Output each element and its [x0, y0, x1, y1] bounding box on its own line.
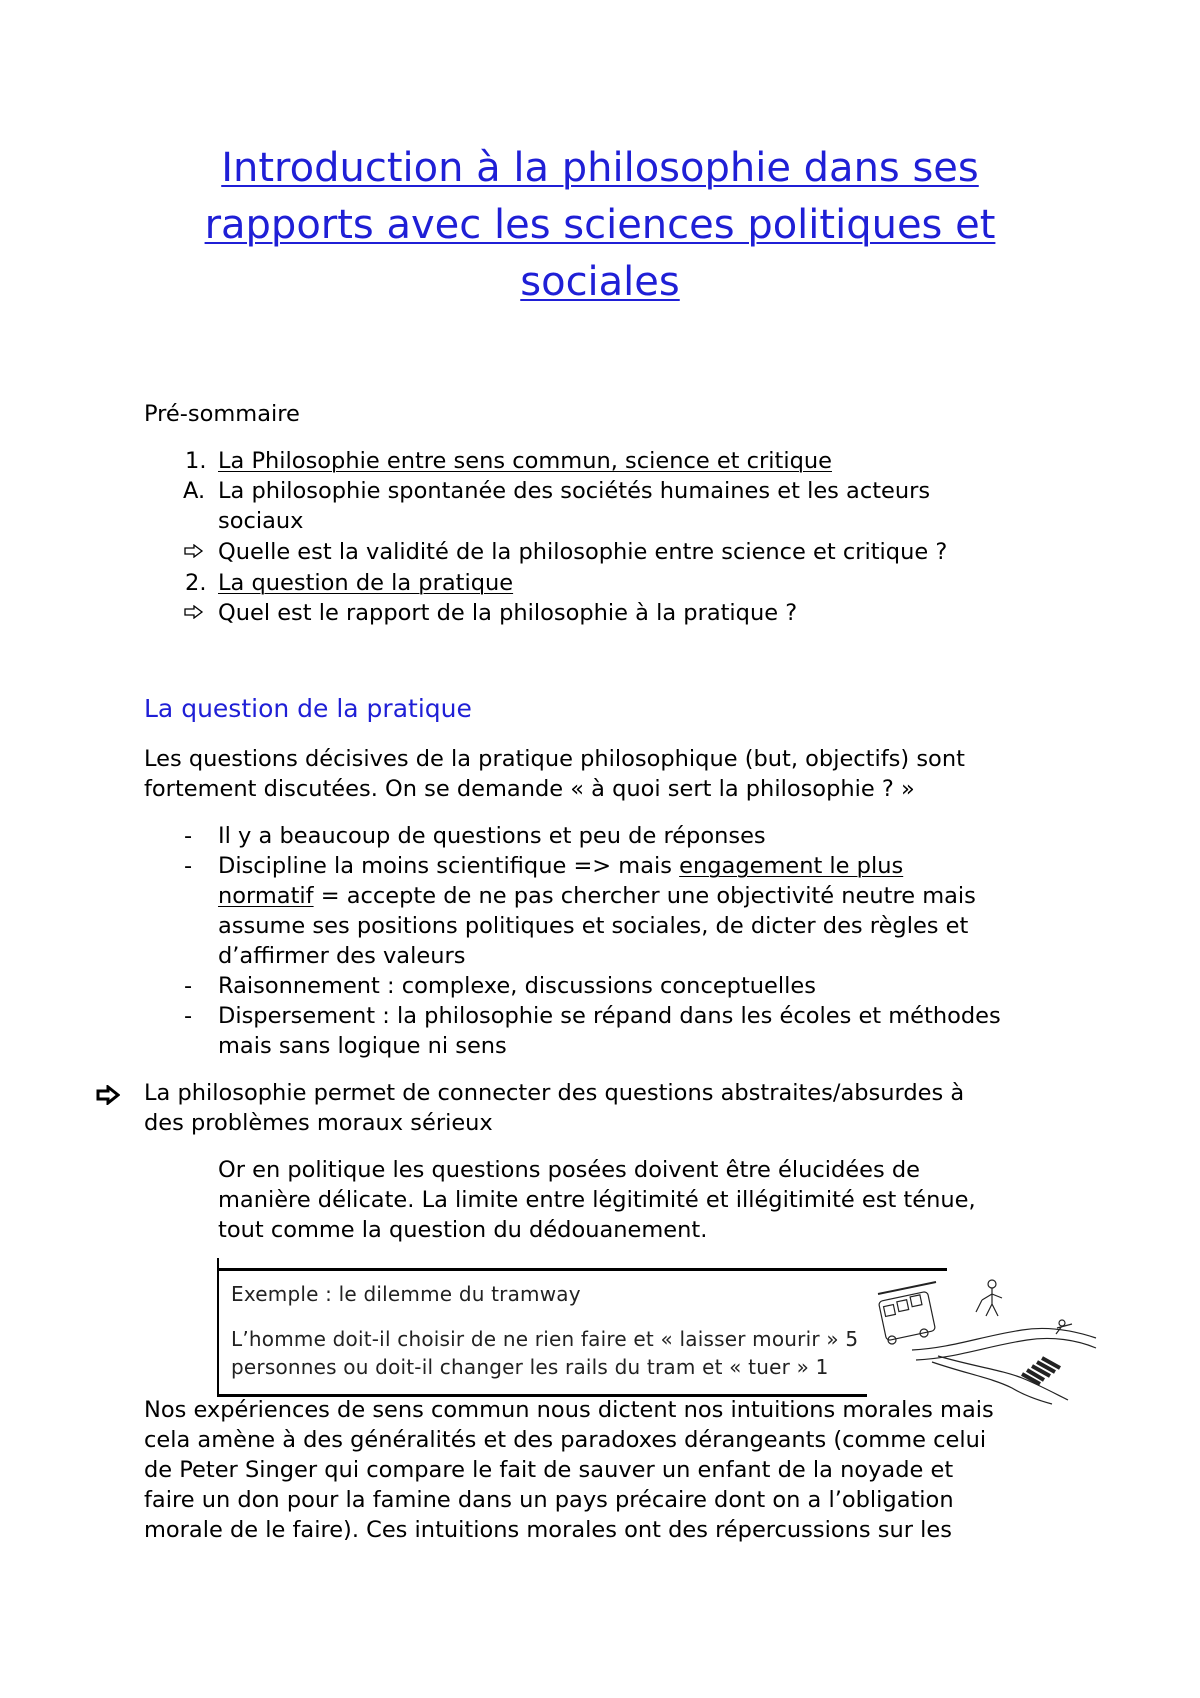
- toc-question-2: Quel est le rapport de la philosophie à la pratique ?: [218, 600, 798, 626]
- bullet-item-cont: assume ses positions politiques et sociales, de dicter des règles et: [218, 913, 969, 939]
- paragraph-line: Or en politique les questions posées doivent être élucidées de: [218, 1157, 920, 1183]
- title-line: sociales: [520, 259, 680, 305]
- paragraph-line: de Peter Singer qui compare le fait de sauver un enfant de la noyade et: [144, 1457, 954, 1483]
- paragraph-line: fortement discutées. On se demande « à quoi sert la philosophie ? »: [144, 776, 915, 802]
- paragraph-line: Nos expériences de sens commun nous dictent nos intuitions morales mais: [144, 1397, 994, 1423]
- example-text: L’homme doit-il choisir de ne rien faire et « laisser mourir » 5: [231, 1327, 859, 1351]
- example-top-border: [217, 1268, 947, 1271]
- bullet-dash: -: [184, 973, 193, 999]
- title-line: Introduction à la philosophie dans ses: [221, 145, 979, 191]
- bullet-dash: -: [184, 853, 193, 879]
- conclusion-line: La philosophie permet de connecter des questions abstraites/absurdes à: [144, 1080, 965, 1106]
- toc-item-a-cont: sociaux: [218, 508, 304, 534]
- toc-item-a: La philosophie spontanée des sociétés humaines et les acteurs: [218, 478, 931, 504]
- hollow-arrow-icon: [184, 544, 204, 558]
- title-line: rapports avec les sciences politiques et: [204, 202, 996, 248]
- toc-question-1: Quelle est la validité de la philosophie entre science et critique ?: [218, 539, 948, 565]
- conclusion-line: des problèmes moraux sérieux: [144, 1110, 493, 1136]
- paragraph-line: manière délicate. La limite entre légitimité et illégitimité est ténue,: [218, 1187, 976, 1213]
- toc-item-1: La Philosophie entre sens commun, science et critique: [218, 448, 832, 474]
- paragraph-line: morale de le faire). Ces intuitions morales ont des répercussions sur les: [144, 1517, 952, 1543]
- bullet-item-cont: d’affirmer des valeurs: [218, 943, 466, 969]
- bullet-text: = accepte de ne pas chercher une objectivité neutre mais: [313, 883, 976, 909]
- example-label: Exemple : le dilemme du tramway: [231, 1282, 581, 1306]
- bold-arrow-icon: [96, 1085, 120, 1105]
- bullet-item-cont: [218, 881, 976, 912]
- underlined-phrase: engagement le plus: [679, 853, 904, 879]
- list-number: 2.: [185, 570, 207, 596]
- list-number: 1.: [185, 448, 207, 474]
- underlined-phrase: normatif: [218, 883, 314, 909]
- hollow-arrow-icon: [184, 605, 204, 619]
- paragraph-line: tout comme la question du dédouanement.: [218, 1217, 708, 1243]
- paragraph-line: Les questions décisives de la pratique philosophique (but, objectifs) sont: [144, 746, 965, 772]
- bullet-text: Discipline la moins scientifique => mais: [218, 853, 680, 879]
- bullet-dash: -: [184, 1003, 193, 1029]
- bullet-dash: -: [184, 823, 193, 849]
- paragraph-line: cela amène à des généralités et des paradoxes dérangeants (comme celui: [144, 1427, 987, 1453]
- example-text: personnes ou doit-il changer les rails du tram et « tuer » 1: [231, 1355, 829, 1379]
- list-letter: A.: [183, 478, 206, 504]
- bullet-item: Dispersement : la philosophie se répand dans les écoles et méthodes: [218, 1003, 1001, 1029]
- paragraph-line: faire un don pour la famine dans un pays précaire dont on a l’obligation: [144, 1487, 954, 1513]
- bullet-item: Il y a beaucoup de questions et peu de réponses: [218, 823, 766, 849]
- bullet-item-cont: mais sans logique ni sens: [218, 1033, 507, 1059]
- page-title: [130, 140, 1070, 311]
- section-heading: La question de la pratique: [144, 694, 472, 723]
- toc-item-2: La question de la pratique: [218, 570, 514, 596]
- trolley-problem-illustration: [872, 1278, 1098, 1406]
- presommaire-label: Pré-sommaire: [144, 401, 300, 427]
- bullet-item: [218, 851, 903, 882]
- bullet-item: Raisonnement : complexe, discussions conceptuelles: [218, 973, 816, 999]
